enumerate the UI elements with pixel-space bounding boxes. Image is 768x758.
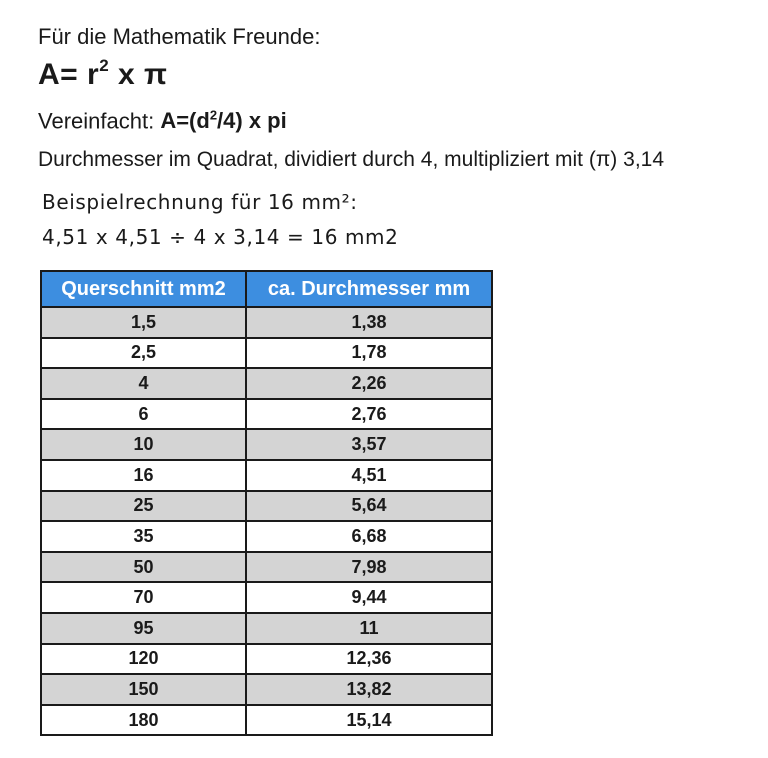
formula-tail: x π: [109, 58, 168, 91]
cell-diameter: 2,26: [246, 368, 492, 399]
cell-diameter: 7,98: [246, 552, 492, 583]
cell-cross-section: 95: [41, 613, 246, 644]
cell-cross-section: 70: [41, 582, 246, 613]
cell-cross-section: 35: [41, 521, 246, 552]
table-header-row: [41, 271, 492, 307]
table-row: [41, 552, 492, 583]
table-row: [41, 491, 492, 522]
cell-diameter: 6,68: [246, 521, 492, 552]
cell-cross-section: 50: [41, 552, 246, 583]
table-row: [41, 338, 492, 369]
table-row: [41, 399, 492, 430]
cell-cross-section: 25: [41, 491, 246, 522]
simplified-formula: [38, 108, 287, 134]
formula-lead: A= r: [38, 58, 100, 91]
simplified-expression-tail: /4) x pi: [217, 108, 287, 134]
table-row: [41, 521, 492, 552]
table-row: [41, 307, 492, 338]
area-formula: [38, 58, 168, 92]
cell-cross-section: 120: [41, 644, 246, 675]
table-row: [41, 674, 492, 705]
table-row: [41, 429, 492, 460]
table-body: [41, 307, 492, 735]
cell-cross-section: 180: [41, 705, 246, 736]
formula-exponent: 2: [99, 56, 110, 75]
cell-diameter: 12,36: [246, 644, 492, 675]
table-row: [41, 582, 492, 613]
cell-diameter: 1,38: [246, 307, 492, 338]
header-cross-section: Querschnitt mm2: [41, 271, 246, 307]
simplified-expression-lead: A=(d: [160, 108, 210, 134]
cell-cross-section: 1,5: [41, 307, 246, 338]
cell-diameter: 1,78: [246, 338, 492, 369]
formula-explanation: Durchmesser im Quadrat, dividiert durch 4, multipliziert mit (π) 3,14: [38, 148, 665, 171]
cross-section-table: [40, 270, 493, 736]
cell-diameter: 3,57: [246, 429, 492, 460]
simplified-prefix: Vereinfacht:: [38, 108, 161, 134]
cell-cross-section: 2,5: [41, 338, 246, 369]
cell-diameter: 2,76: [246, 399, 492, 430]
simplified-exponent: 2: [209, 108, 218, 123]
cell-cross-section: 16: [41, 460, 246, 491]
example-title: Beispielrechnung für 16 mm²:: [42, 190, 358, 214]
table-row: [41, 368, 492, 399]
example-calculation: 4,51 x 4,51 ÷ 4 x 3,14 = 16 mm2: [42, 225, 399, 249]
table-row: [41, 613, 492, 644]
simplified-expression: [160, 108, 286, 133]
cell-diameter: 11: [246, 613, 492, 644]
cell-cross-section: 6: [41, 399, 246, 430]
cell-cross-section: 10: [41, 429, 246, 460]
cell-cross-section: 4: [41, 368, 246, 399]
cell-diameter: 13,82: [246, 674, 492, 705]
cell-cross-section: 150: [41, 674, 246, 705]
table-row: [41, 705, 492, 736]
cell-diameter: 15,14: [246, 705, 492, 736]
intro-text: Für die Mathematik Freunde:: [38, 24, 321, 49]
cell-diameter: 9,44: [246, 582, 492, 613]
table-row: [41, 644, 492, 675]
header-diameter: ca. Durchmesser mm: [246, 271, 492, 307]
table-row: [41, 460, 492, 491]
cell-diameter: 4,51: [246, 460, 492, 491]
cell-diameter: 5,64: [246, 491, 492, 522]
